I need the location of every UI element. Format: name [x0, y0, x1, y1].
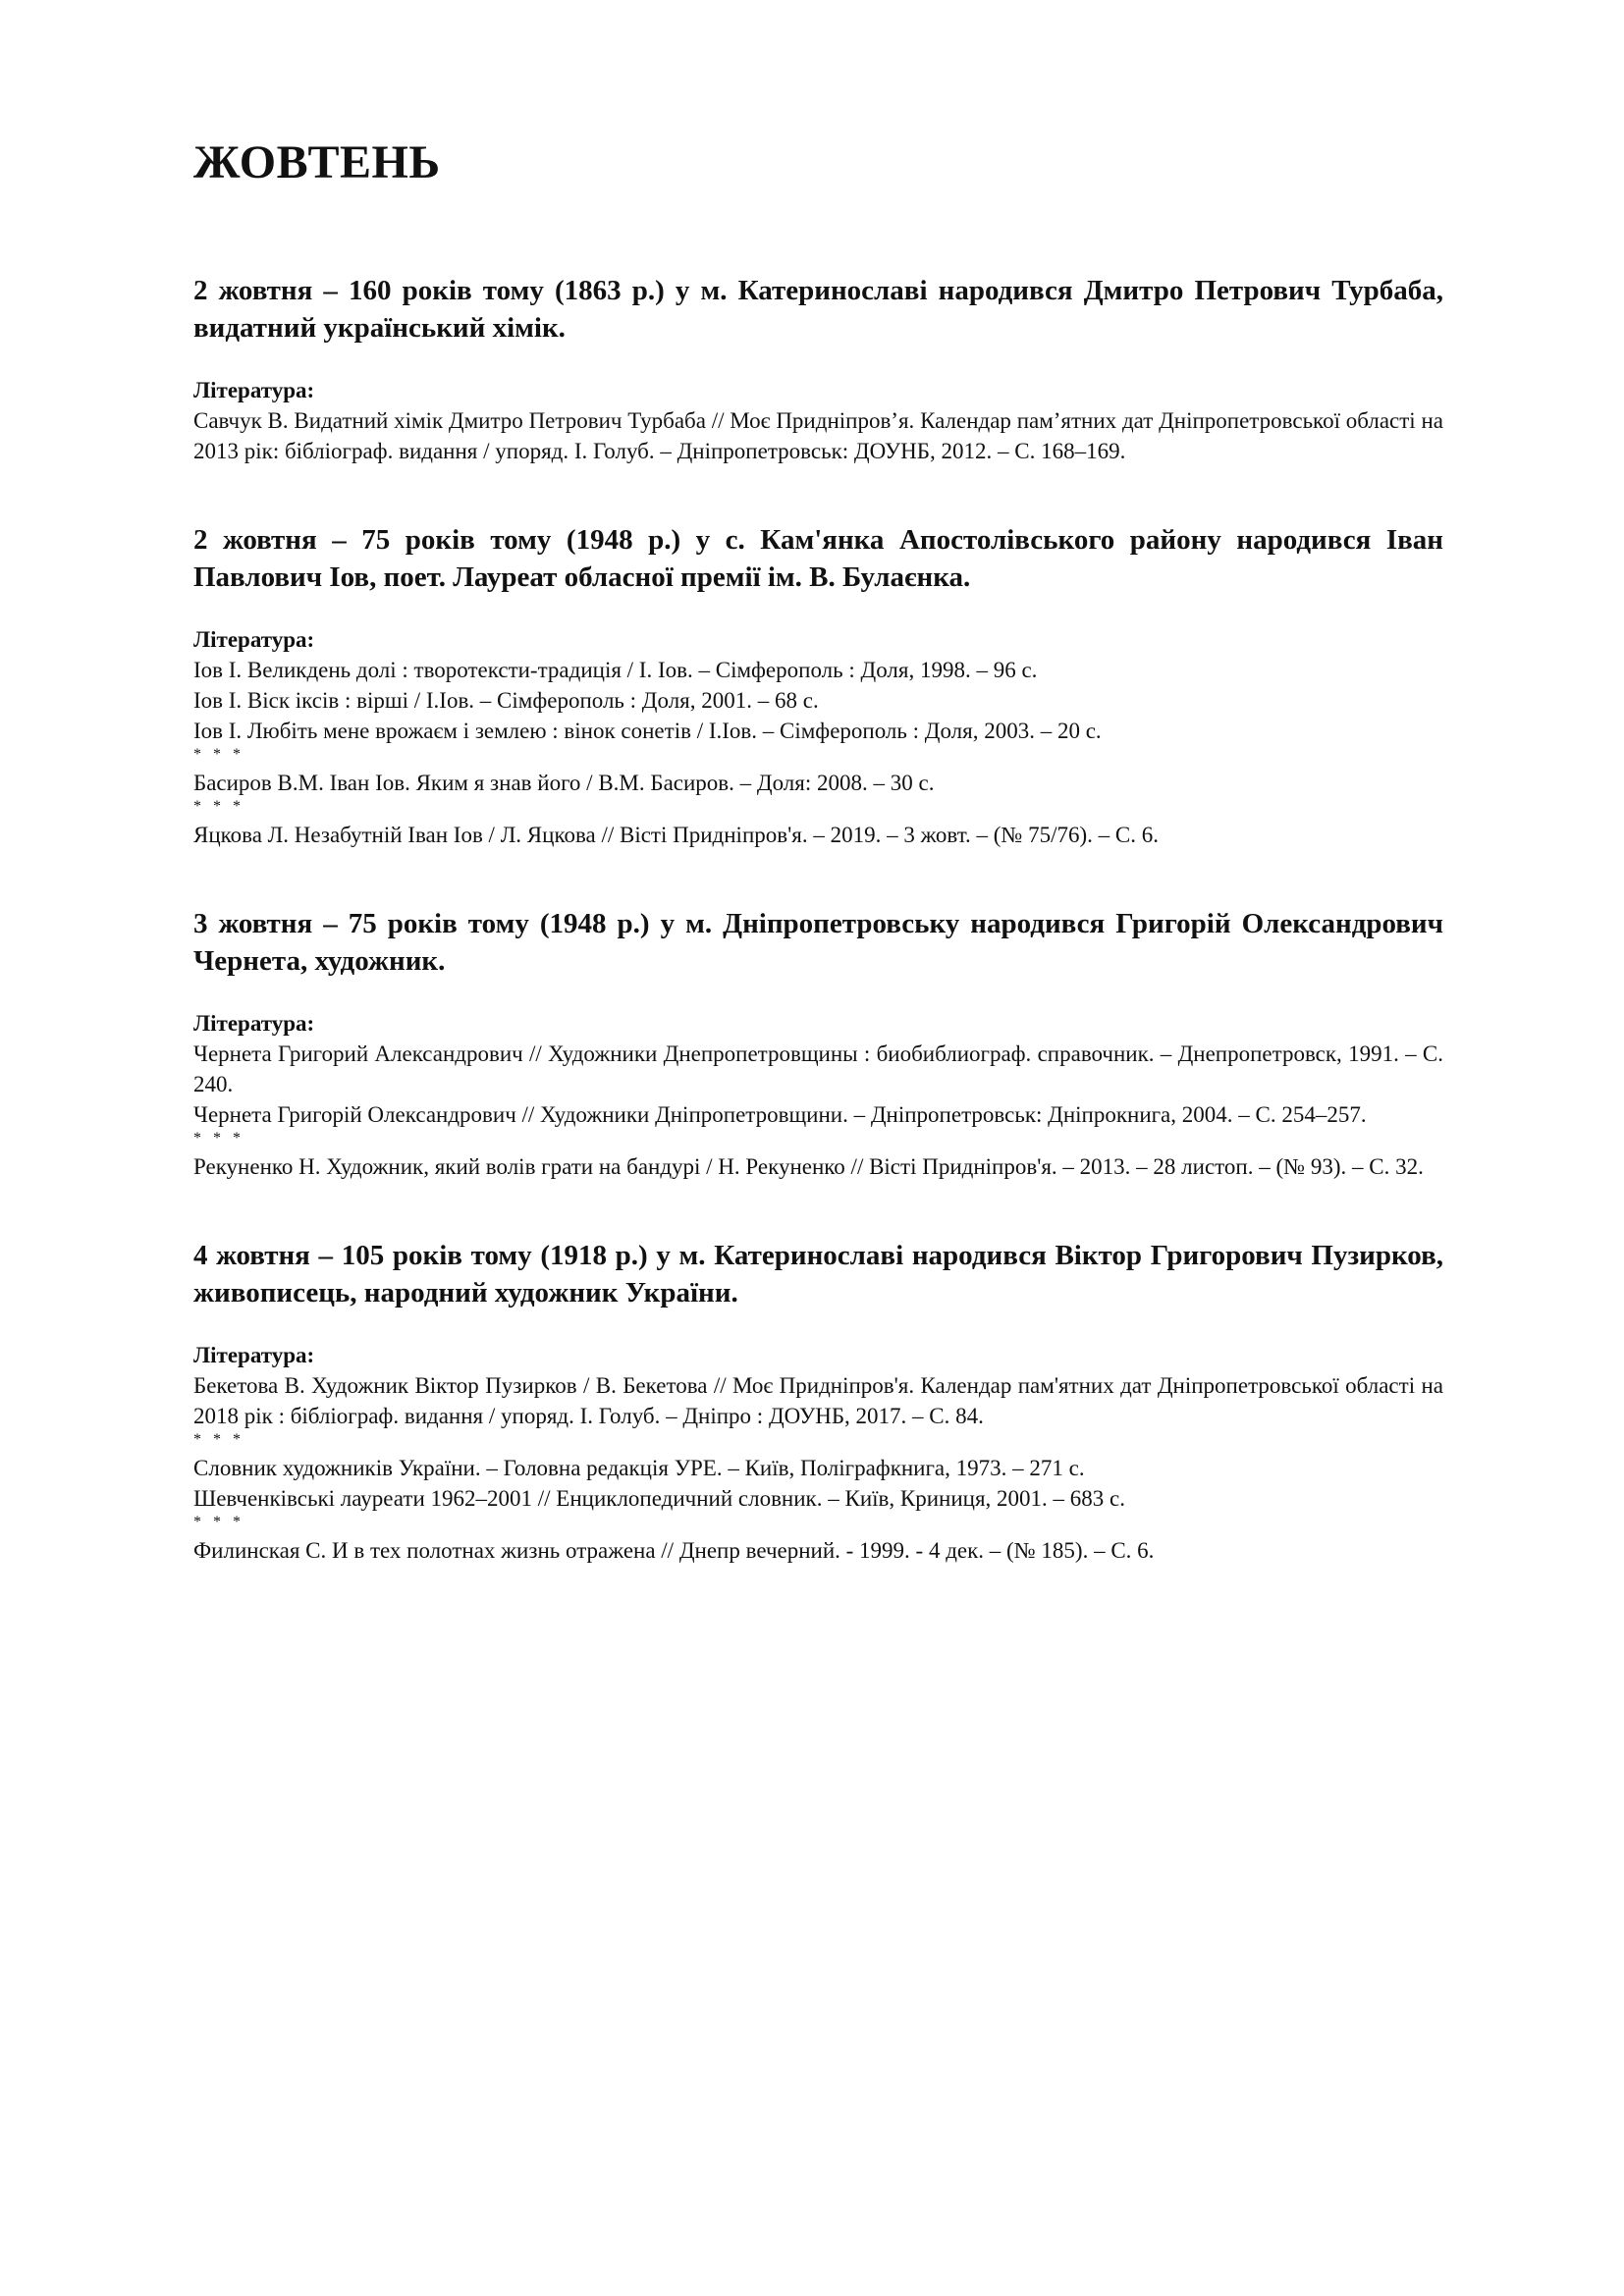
entry-heading: 2 жовтня – 75 років тому (1948 р.) у с. Кам'янка Апостолівського району народився Іван Павлович Іов, поет. Лауреат обласної премії ім. В. Булаєнка. — [193, 523, 1443, 593]
literature-label: Література: — [193, 1342, 315, 1367]
entry-heading: 3 жовтня – 75 років тому (1948 р.) у м. Дніпропетровську народився Григорій Олександрович Чернета, художник. — [193, 907, 1443, 977]
literature-label: Література: — [193, 377, 315, 402]
separator: * * * — [193, 797, 244, 815]
separator: * * * — [193, 1513, 244, 1530]
literature-label: Література: — [193, 626, 315, 652]
literature-item: Іов І. Великдень долі : творотексти-традиція / І. Іов. – Сімферополь : Доля, 1998. – 96 с. — [193, 657, 1038, 682]
entry-section — [193, 272, 1443, 466]
page-title: ЖОВТЕНЬ — [193, 136, 441, 188]
literature-item: Рекуненко Н. Художник, який волів грати на бандурі / Н. Рекуненко // Вісті Придніпров'я. – 2013. – 28 листоп. – (№ 93). – С. 32. — [193, 1153, 1424, 1179]
entries-list — [193, 272, 1443, 1566]
entry-section — [193, 1237, 1443, 1566]
separator: * * * — [193, 1430, 244, 1448]
entry-section — [193, 521, 1443, 850]
entry-section — [193, 905, 1443, 1182]
literature-item: Басиров В.М. Іван Іов. Яким я знав його / В.М. Басиров. – Доля: 2008. – 30 с. — [193, 770, 935, 795]
separator: * * * — [193, 745, 244, 763]
literature-item: Бекетова В. Художник Віктор Пузирков / В. Бекетова // Моє Придніпров'я. Календар пам'ятних дат Дніпропетровської області на 2018 рік : бібліограф. видання / упоряд. І. Голуб. – Дніпро : ДОУНБ, 2017. – С. 84. — [193, 1372, 1443, 1428]
entry-heading: 2 жовтня – 160 років тому (1863 р.) у м. Катеринославі народився Дмитро Петрович Турбаба, видатний український хімік. — [193, 274, 1443, 344]
literature-item: Іов І. Віск іксів : вірші / І.Іов. – Сімферополь : Доля, 2001. – 68 с. — [193, 687, 819, 713]
literature-item: Чернета Григорий Александрович // Художники Днепропетровщины : биобиблиограф. справочник. – Днепропетровск, 1991. – С. 240. — [193, 1041, 1443, 1096]
literature-item: Іов І. Любіть мене врожаєм і землею : вінок сонетів / І.Іов. – Сімферополь : Доля, 2003. – 20 с. — [193, 718, 1102, 743]
literature-item: Словник художників України. – Головна редакція УРЕ. – Київ, Поліграфкнига, 1973. – 271 с. — [193, 1455, 1085, 1480]
literature-item: Шевченківські лауреати 1962–2001 // Енциклопедичний словник. – Київ, Криниця, 2001. – 683 с. — [193, 1485, 1125, 1511]
literature-label: Література: — [193, 1010, 315, 1036]
literature-item: Филинская С. И в тех полотнах жизнь отражена // Днепр вечерний. - 1999. - 4 дек. – (№ 185). – С. 6. — [193, 1537, 1155, 1563]
literature-item: Савчук В. Видатний хімік Дмитро Петрович Турбаба // Моє Придніпров’я. Календар пам’ятних дат Дніпропетровської області на 2013 рік: бібліограф. видання / упоряд. І. Голуб. – Дніпропетровськ: ДОУНБ, 2012. – С. 168–169. — [193, 407, 1443, 463]
literature-item: Яцкова Л. Незабутній Іван Іов / Л. Яцкова // Вісті Придніпров'я. – 2019. – 3 жовт. – (№ 75/76). – С. 6. — [193, 822, 1160, 847]
literature-item: Чернета Григорій Олександрович // Художники Дніпропетровщини. – Дніпропетровськ: Дніпрокнига, 2004. – С. 254–257. — [193, 1101, 1367, 1127]
entry-heading: 4 жовтня – 105 років тому (1918 р.) у м. Катеринославі народився Віктор Григорович Пузирков, живописець, народний художник України. — [193, 1239, 1443, 1308]
separator: * * * — [193, 1129, 244, 1147]
